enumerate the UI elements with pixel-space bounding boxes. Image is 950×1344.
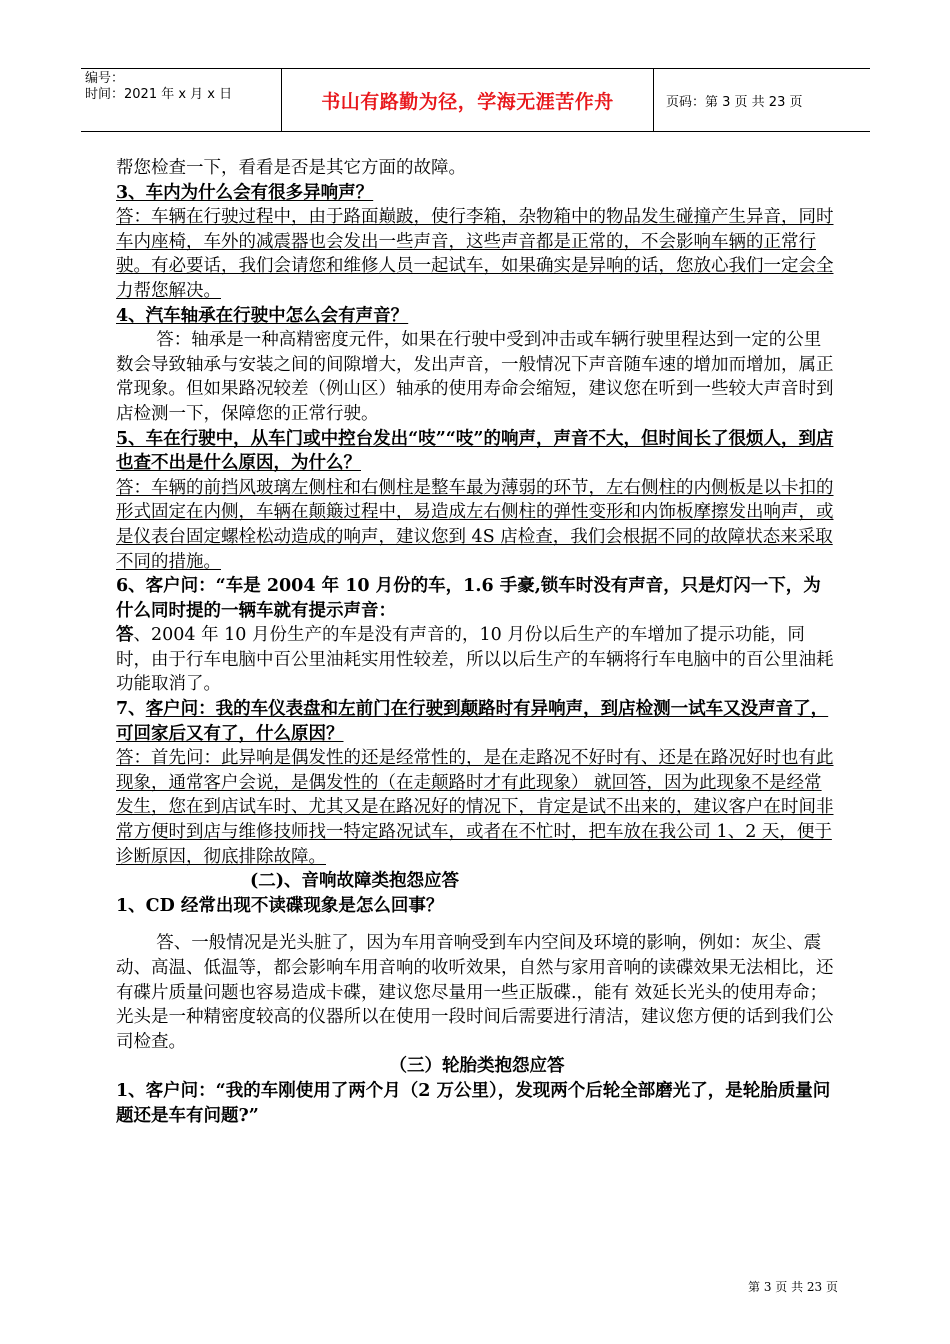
section-heading-tire: （三）轮胎类抱怨应答	[389, 1056, 565, 1077]
question-5: 5、车在行驶中，从车门或中控台发出“吱”“吱”的响声，声音不大，但时间长了很烦人，到店也查不出是什么原因，为什么？	[116, 428, 834, 474]
question-3: 3、车内为什么会有很多异响声？	[116, 182, 374, 203]
section-heading-audio: (二)、音响故障类抱怨应答	[250, 871, 460, 892]
document-date: 时间：2021 年 x 月 x 日	[85, 87, 233, 102]
answer-6-text: 、2004 年 10 月份生产的车是没有声音的，10 月份以后生产的车增加了提示功能，同时，由于行车电脑中百公里油耗实用性较差，所以以后生产的车辆将行车电脑中的百公里油耗功能取消了。	[116, 625, 834, 695]
page-footer: 第 3 页 共 23 页	[748, 1280, 838, 1294]
question-7-number: 7、	[116, 699, 146, 720]
answer-4: 答：轴承是一种高精密度元件，如果在行驶中受到冲击或车辆行驶里程达到一定的公里数会导致轴承与安装之间的间隙增大，发出声音，一般情况下声音随车速的增加而增加，属正常现象。但如果路况较差（例山区）轴承的使用寿命会缩短，建议您在听到一些较大声音时到店检测一下，保障您的正常行驶。	[116, 330, 834, 424]
question-7	[116, 697, 838, 746]
answer-6	[116, 623, 838, 697]
answer-5: 答：车辆的前挡风玻璃左侧柱和右侧柱是整车最为薄弱的环节，左右侧柱的内侧板是以卡扣的形式固定在内侧，车辆在颠簸过程中，易造成左右侧柱的弹性变形和内饰板摩擦发出响声，或是仪表台固定螺栓松动造成的响声，建议您到 4S 店检查，我们会根据不同的故障状态来采取不同的措施。	[116, 477, 834, 572]
question-7-text: 客户问：我的车仪表盘和左前门在行驶到颠路时有异响声，到店检测一试车又没声音了，可回家后又有了，什么原因？	[116, 699, 829, 744]
question-4: 4、汽车轴承在行驶中怎么会有声音？	[116, 305, 409, 326]
header-meta	[81, 69, 282, 131]
question-tire: 1、客户问：“我的车刚使用了两个月（2 万公里），发现两个后轮全部磨光了，是轮胎质量问题还是车有问题?”	[116, 1080, 831, 1126]
answer-7: 答：首先问：此异响是偶发性的还是经常性的，是在走路况不好时有、还是在路况好时也有此现象，通常客户会说，是偶发性的（在走颠路时才有此现象） 就回答，因为此现象不是经常发生，您在到店试车时、尤其又是在路况好的情况下，肯定是试不出来的，建议客户在时间非常方便时到店与维修技师找一特定路况试车，或者在不忙时，把车放在我公司 1、2 天，便于诊断原因，彻底排除故障。	[116, 748, 834, 867]
paragraph-continuation: 帮您检查一下，看看是否是其它方面的故障。	[116, 158, 466, 178]
header-motto: 书山有路勤为径，学海无涯苦作舟	[282, 69, 654, 131]
answer-cd: 答、一般情况是光头脏了，因为车用音响受到车内空间及环境的影响，例如：灰尘、震动、高温、低温等，都会影响车用音响的收听效果，自然与家用音响的读碟效果无法相比，还有碟片质量问题也容易造成卡碟，建议您尽量用一些正版碟.，能有 效延长光头的使用寿命；光头是一种精密度较高的仪器所以在使用一段时间后需要进行清洁，建议您方便的话到我们公司检查。	[116, 933, 834, 1052]
answer-6-prefix: 答	[116, 625, 134, 646]
question-cd: 1、CD 经常出现不读碟现象是怎么回事？	[116, 895, 444, 916]
header-page-number: 页码：第 3 页 共 23 页	[666, 94, 803, 110]
spacer	[116, 918, 838, 931]
answer-3: 答：车辆在行驶过程中，由于路面巅跛，使行李箱，杂物箱中的物品发生碰撞产生异音，同时车内座椅，车外的减震器也会发出一些声音，这些声音都是正常的，不会影响车辆的正常行驶。有必要话，我们会请您和维修人员一起试车，如果确实是异响的话，您放心我们一定会全力帮您解决。	[116, 207, 834, 301]
page-header	[81, 68, 870, 132]
document-number-label: 编号：	[85, 71, 125, 86]
question-6: 6、客户问：“车是 2004 年 10 月份的车，1.6 手豪,锁车时没有声音，只是灯闪一下，为什么同时提的一辆车就有提示声音：	[116, 576, 821, 621]
document-body	[116, 156, 838, 1128]
